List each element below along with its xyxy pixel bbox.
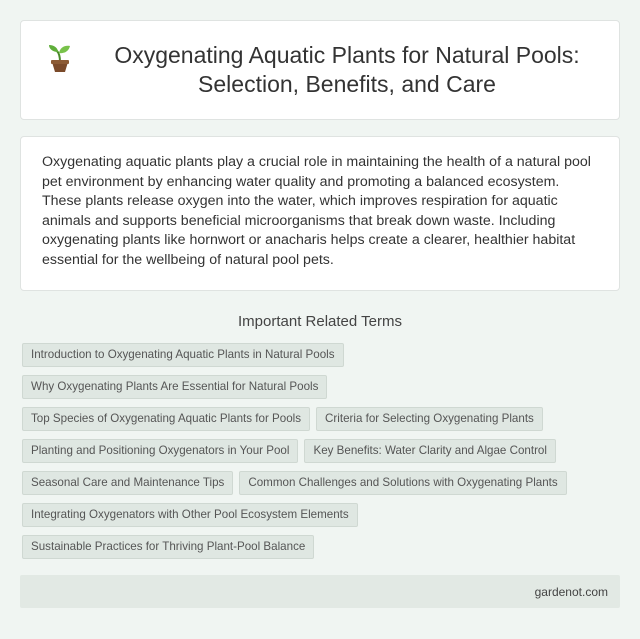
term-chip[interactable]: Why Oxygenating Plants Are Essential for Natural Pools xyxy=(22,375,327,399)
term-chip[interactable]: Common Challenges and Solutions with Oxygenating Plants xyxy=(239,471,566,495)
term-chip[interactable]: Criteria for Selecting Oxygenating Plants xyxy=(316,407,543,431)
footer xyxy=(20,575,620,608)
intro-text: Oxygenating aquatic plants play a crucial role in maintaining the health of a natural pool pet environment by enhancing water quality and promoting a balanced ecosystem. These plants release oxygen into the water, which improves respiration for aquatic animals and supports beneficial microorganisms that break down waste. Including oxygenating plants like hornwort or anacharis helps create a clearer, healthier habitat essential for the wellbeing of natural pool pets. xyxy=(42,154,591,268)
term-chip[interactable]: Planting and Positioning Oxygenators in Your Pool xyxy=(22,439,298,463)
footer-site-link[interactable]: gardenot.com xyxy=(534,584,608,599)
term-chip[interactable]: Key Benefits: Water Clarity and Algae Control xyxy=(304,439,556,463)
header-card xyxy=(20,20,620,120)
term-chip[interactable]: Seasonal Care and Maintenance Tips xyxy=(22,471,233,495)
related-terms-heading: Important Related Terms xyxy=(238,313,402,330)
page-title: Oxygenating Aquatic Plants for Natural Pools: Selection, Benefits, and Care xyxy=(114,42,580,97)
title-wrap xyxy=(43,41,597,99)
term-chip[interactable]: Sustainable Practices for Thriving Plant-Pool Balance xyxy=(22,535,314,559)
term-chip[interactable]: Integrating Oxygenators with Other Pool Ecosystem Elements xyxy=(22,503,358,527)
term-chip[interactable]: Introduction to Oxygenating Aquatic Plants in Natural Pools xyxy=(22,343,344,367)
intro-card xyxy=(20,136,620,291)
related-terms-list xyxy=(22,343,618,559)
sprout-icon xyxy=(43,41,77,75)
term-chip[interactable]: Top Species of Oxygenating Aquatic Plants for Pools xyxy=(22,407,310,431)
